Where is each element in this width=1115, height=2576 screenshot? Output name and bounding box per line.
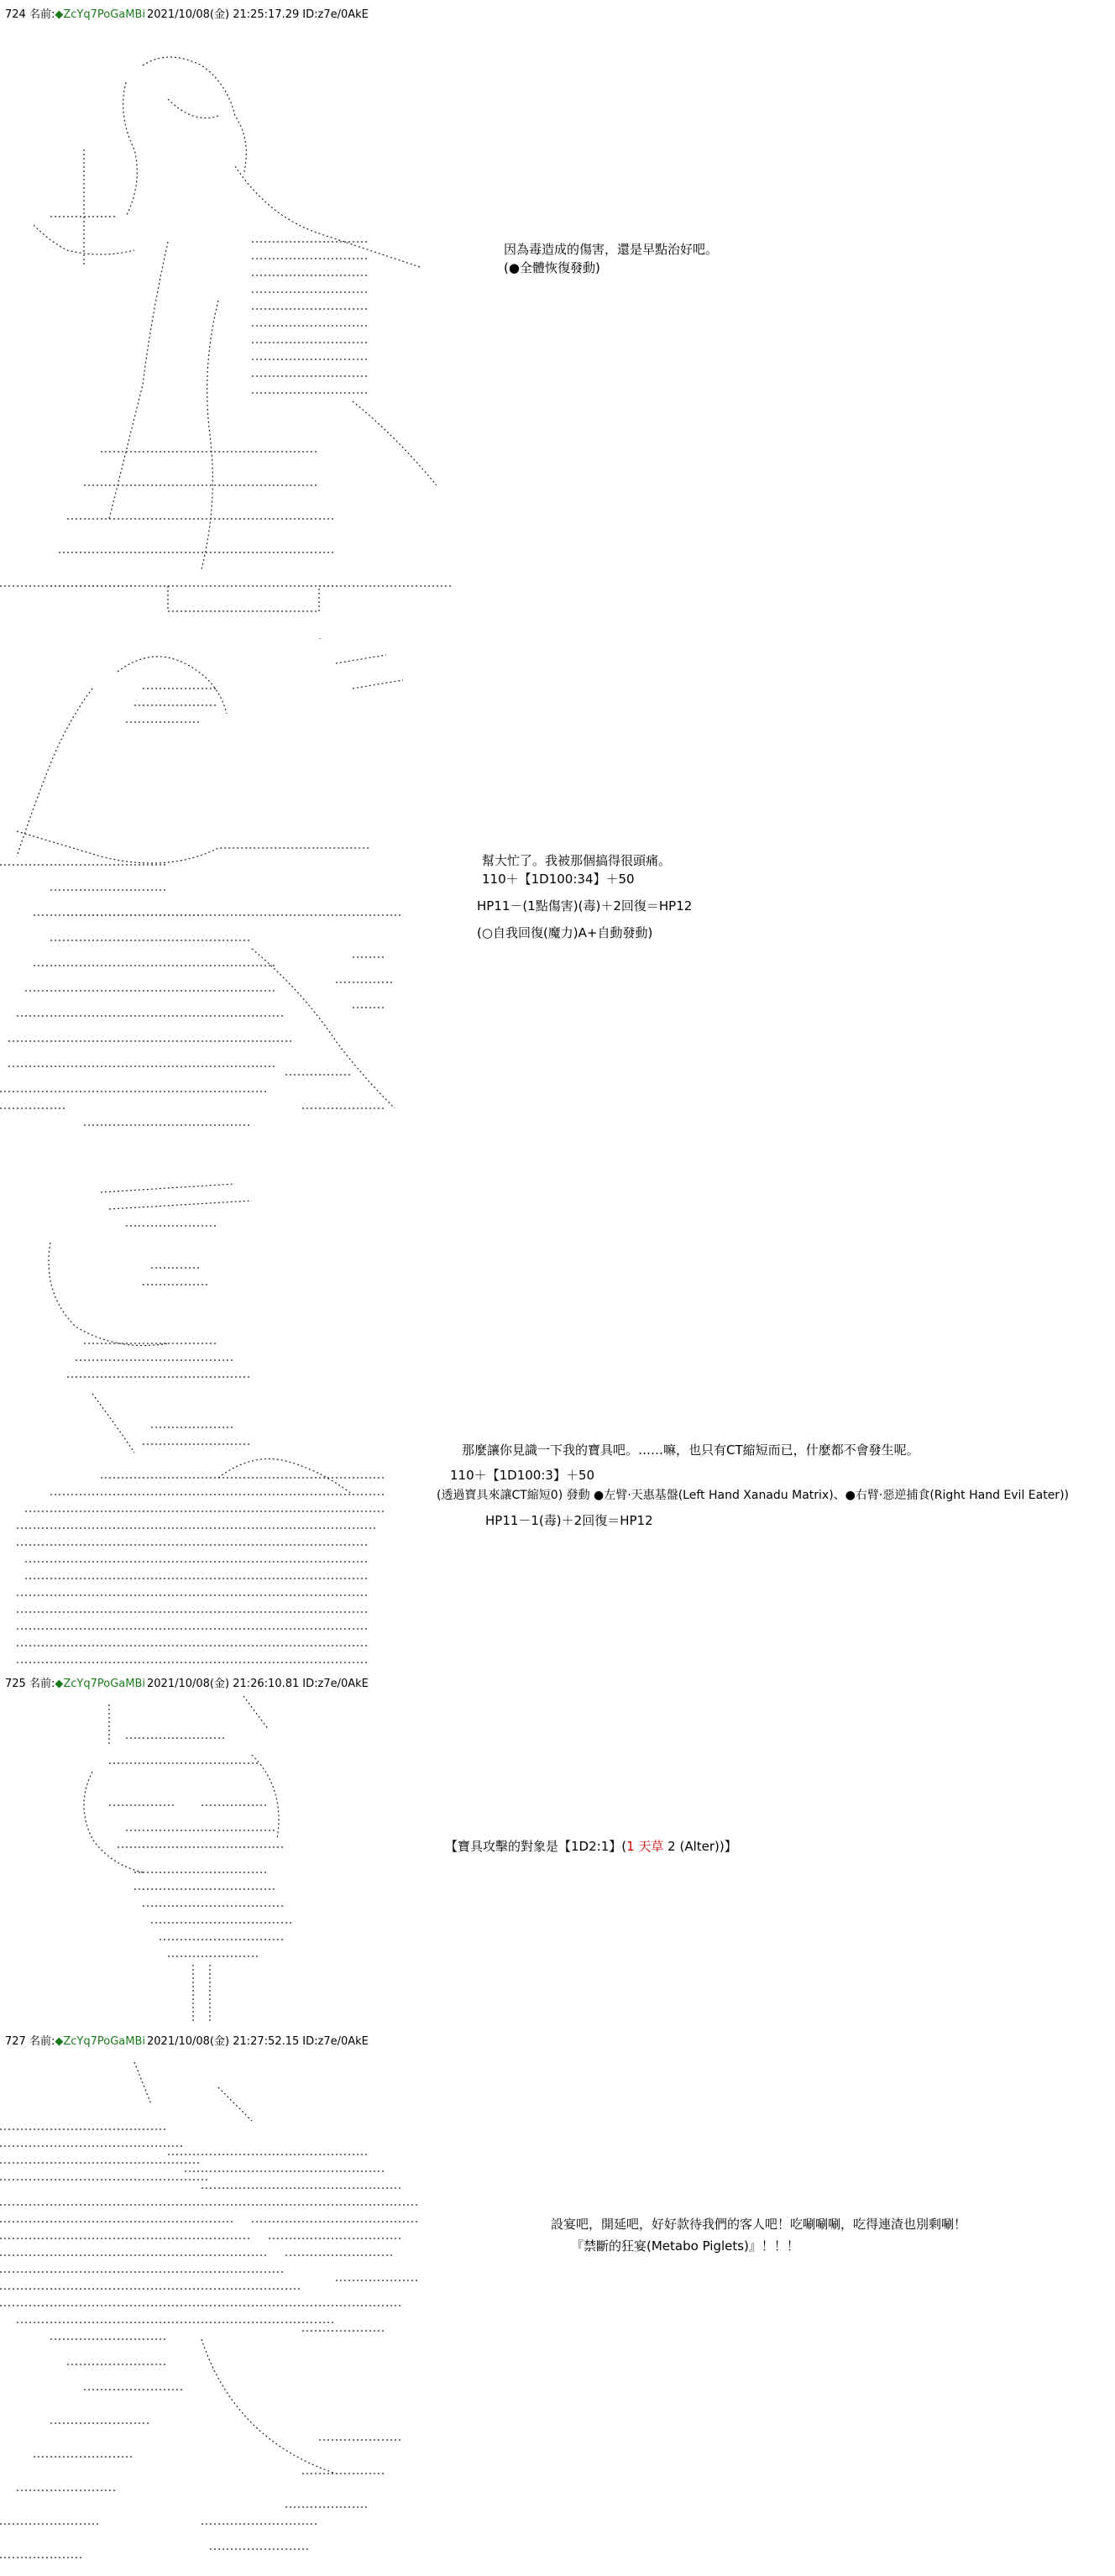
dialog-line: (透過寶具來讓CT縮短0) 發動 ●左臂·天惠基盤(Left Hand Xanadu Matrix)、●右臂·惡逆捕食(Right Hand Evil Eater)) bbox=[437, 1489, 1069, 1502]
post-date: 2021/10/08(金) 21:26:10.81 bbox=[147, 1678, 300, 1690]
ascii-art-character-4 bbox=[76, 1696, 327, 2024]
post-header-727 bbox=[5, 2035, 369, 2049]
post-header-724 bbox=[5, 8, 369, 22]
dialog-line: 那麼讓你見識一下我的寶具吧。……嘛，也只有CT縮短而已，什麼都不會發生呢。 bbox=[462, 1442, 919, 1458]
dialog-line: 因為毒造成的傷害，還是早點治好吧。 bbox=[504, 242, 719, 257]
post-trip[interactable]: ◆ZcYq7PoGaMBi bbox=[55, 8, 145, 21]
dialog-text: 2 (Alter) bbox=[663, 1839, 720, 1854]
dialog-highlight: 1 天草 bbox=[626, 1839, 664, 1854]
dialog-line: (●全體恢復發動) bbox=[504, 260, 600, 275]
dialog-line: 設宴吧，開延吧，好好款待我們的客人吧！吃唰唰唰，吃得連渣也別剩唰！ bbox=[551, 2217, 967, 2232]
dialog-line: HP11－(1點傷害)(毒)＋2回復＝HP12 bbox=[477, 898, 693, 914]
ascii-art-character-5 bbox=[0, 2054, 437, 2566]
post-name-label: 名前: bbox=[29, 8, 55, 21]
dialog-panel-3 bbox=[437, 1441, 1069, 1530]
dialog-close: )】 bbox=[719, 1839, 737, 1854]
dialog-line: 110＋【1D100:3】＋50 bbox=[450, 1468, 595, 1483]
post-uid[interactable]: ID:z7e/0AkE bbox=[302, 8, 369, 21]
post-uid[interactable]: ID:z7e/0AkE bbox=[302, 1678, 369, 1690]
dialog-line: 幫大忙了。我被那個搞得很頭痛。 bbox=[482, 853, 672, 868]
post-date: 2021/10/08(金) 21:27:52.15 bbox=[147, 2035, 300, 2048]
dialog-line: 110＋【1D100:34】＋50 bbox=[482, 872, 635, 887]
dialog-panel-4 bbox=[445, 1837, 737, 1856]
post-uid[interactable]: ID:z7e/0AkE bbox=[302, 2035, 369, 2048]
dialog-line: 『禁斷的狂宴(Metabo Piglets)』！！！ bbox=[571, 2238, 799, 2254]
ascii-art-character-2 bbox=[0, 638, 403, 1142]
ascii-art-character-3 bbox=[0, 1175, 395, 1671]
post-name-label: 名前: bbox=[29, 2035, 55, 2048]
ascii-art-character-1 bbox=[0, 49, 453, 620]
dialog-panel-1 bbox=[504, 240, 718, 277]
dialog-panel-2 bbox=[477, 851, 693, 942]
post-number: 724 bbox=[5, 8, 26, 21]
dialog-line: (○自我回復(魔力)A+自動發動) bbox=[477, 925, 653, 940]
post-trip[interactable]: ◆ZcYq7PoGaMBi bbox=[55, 2035, 145, 2048]
dialog-line: HP11－1(毒)＋2回復＝HP12 bbox=[485, 1513, 653, 1528]
post-number: 727 bbox=[5, 2035, 26, 2048]
dialog-text: 【寶具攻擊的對象是【1D2:1】( bbox=[445, 1839, 627, 1854]
post-date: 2021/10/08(金) 21:25:17.29 bbox=[147, 8, 300, 21]
post-header-725 bbox=[5, 1678, 369, 1691]
dialog-panel-5 bbox=[551, 2215, 966, 2255]
post-name-label: 名前: bbox=[29, 1678, 55, 1690]
dialog-line bbox=[445, 1837, 737, 1856]
post-number: 725 bbox=[5, 1678, 26, 1690]
post-trip[interactable]: ◆ZcYq7PoGaMBi bbox=[55, 1678, 145, 1690]
